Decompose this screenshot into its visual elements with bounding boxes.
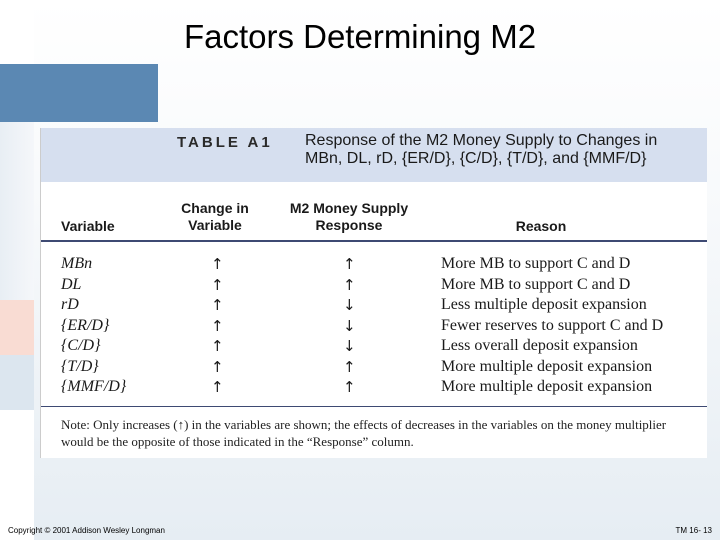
cell-response-arrow: ↑ bbox=[343, 357, 356, 376]
table-row bbox=[41, 255, 707, 275]
copyright-text: Copyright © 2001 Addison Wesley Longman bbox=[8, 526, 165, 535]
cell-change-arrow: ↑ bbox=[211, 378, 224, 396]
cell-response-arrow: ↑ bbox=[343, 255, 356, 273]
cell-change-arrow: ↑ bbox=[211, 296, 224, 314]
cell-variable: MBn bbox=[61, 255, 93, 272]
cell-variable: {ER/D} bbox=[61, 316, 110, 334]
cell-reason: More MB to support C and D bbox=[441, 255, 631, 272]
table-row bbox=[41, 378, 707, 398]
decor-blue-bar bbox=[0, 64, 158, 122]
decor-strip-pink bbox=[0, 300, 34, 355]
cell-change-arrow: ↑ bbox=[211, 275, 224, 294]
cell-response-arrow: ↓ bbox=[343, 337, 356, 355]
col-head-reason: Reason bbox=[515, 218, 567, 234]
footer-rule bbox=[41, 406, 707, 407]
col-head-response: M2 Money Supply Response bbox=[289, 200, 409, 233]
table-row bbox=[41, 337, 707, 357]
table-row bbox=[41, 296, 707, 316]
cell-reason: More multiple deposit expansion bbox=[441, 378, 653, 395]
cell-variable: {T/D} bbox=[61, 357, 99, 375]
decor-strip-blue bbox=[0, 355, 34, 410]
page-title: Factors Determining M2 bbox=[183, 18, 537, 55]
table-figure bbox=[40, 128, 707, 458]
cell-reason: More multiple deposit expansion bbox=[441, 357, 653, 375]
table-note: Note: Only increases (↑) in the variables are shown; the effects of decreases in the variables on the money multiplier would be the opposite of those indicated in the “Response” column. bbox=[61, 417, 667, 449]
cell-variable: rD bbox=[61, 296, 79, 313]
table-caption: Response of the M2 Money Supply to Changes in MBn, DL, rD, {ER/D}, {C/D}, {T/D}, and {MMF/D} bbox=[305, 132, 658, 167]
table-row bbox=[41, 358, 707, 378]
cell-response-arrow: ↑ bbox=[343, 275, 356, 294]
cell-change-arrow: ↑ bbox=[211, 255, 224, 273]
cell-reason: Fewer reserves to support C and D bbox=[441, 316, 664, 334]
table-row bbox=[41, 317, 707, 337]
header-rule bbox=[41, 240, 707, 242]
cell-change-arrow: ↑ bbox=[211, 337, 224, 355]
cell-reason: Less multiple deposit expansion bbox=[441, 296, 647, 313]
cell-variable: DL bbox=[61, 275, 82, 293]
cell-response-arrow: ↓ bbox=[343, 316, 356, 335]
cell-response-arrow: ↑ bbox=[343, 378, 356, 396]
cell-response-arrow: ↓ bbox=[343, 296, 356, 314]
cell-reason: More MB to support C and D bbox=[441, 275, 631, 293]
slide-number: TM 16- 13 bbox=[675, 526, 712, 535]
cell-variable: {C/D} bbox=[61, 337, 101, 354]
cell-change-arrow: ↑ bbox=[211, 357, 224, 376]
cell-change-arrow: ↑ bbox=[211, 316, 224, 335]
decor-strip-bottom bbox=[0, 410, 34, 540]
decor-strip-light bbox=[0, 122, 34, 300]
col-head-variable: Variable bbox=[61, 218, 115, 234]
col-head-change: Change in Variable bbox=[181, 200, 249, 233]
table-tag: TABLE A1 bbox=[177, 134, 273, 151]
table-row bbox=[41, 276, 707, 296]
cell-variable: {MMF/D} bbox=[61, 378, 127, 395]
cell-reason: Less overall deposit expansion bbox=[441, 337, 638, 354]
